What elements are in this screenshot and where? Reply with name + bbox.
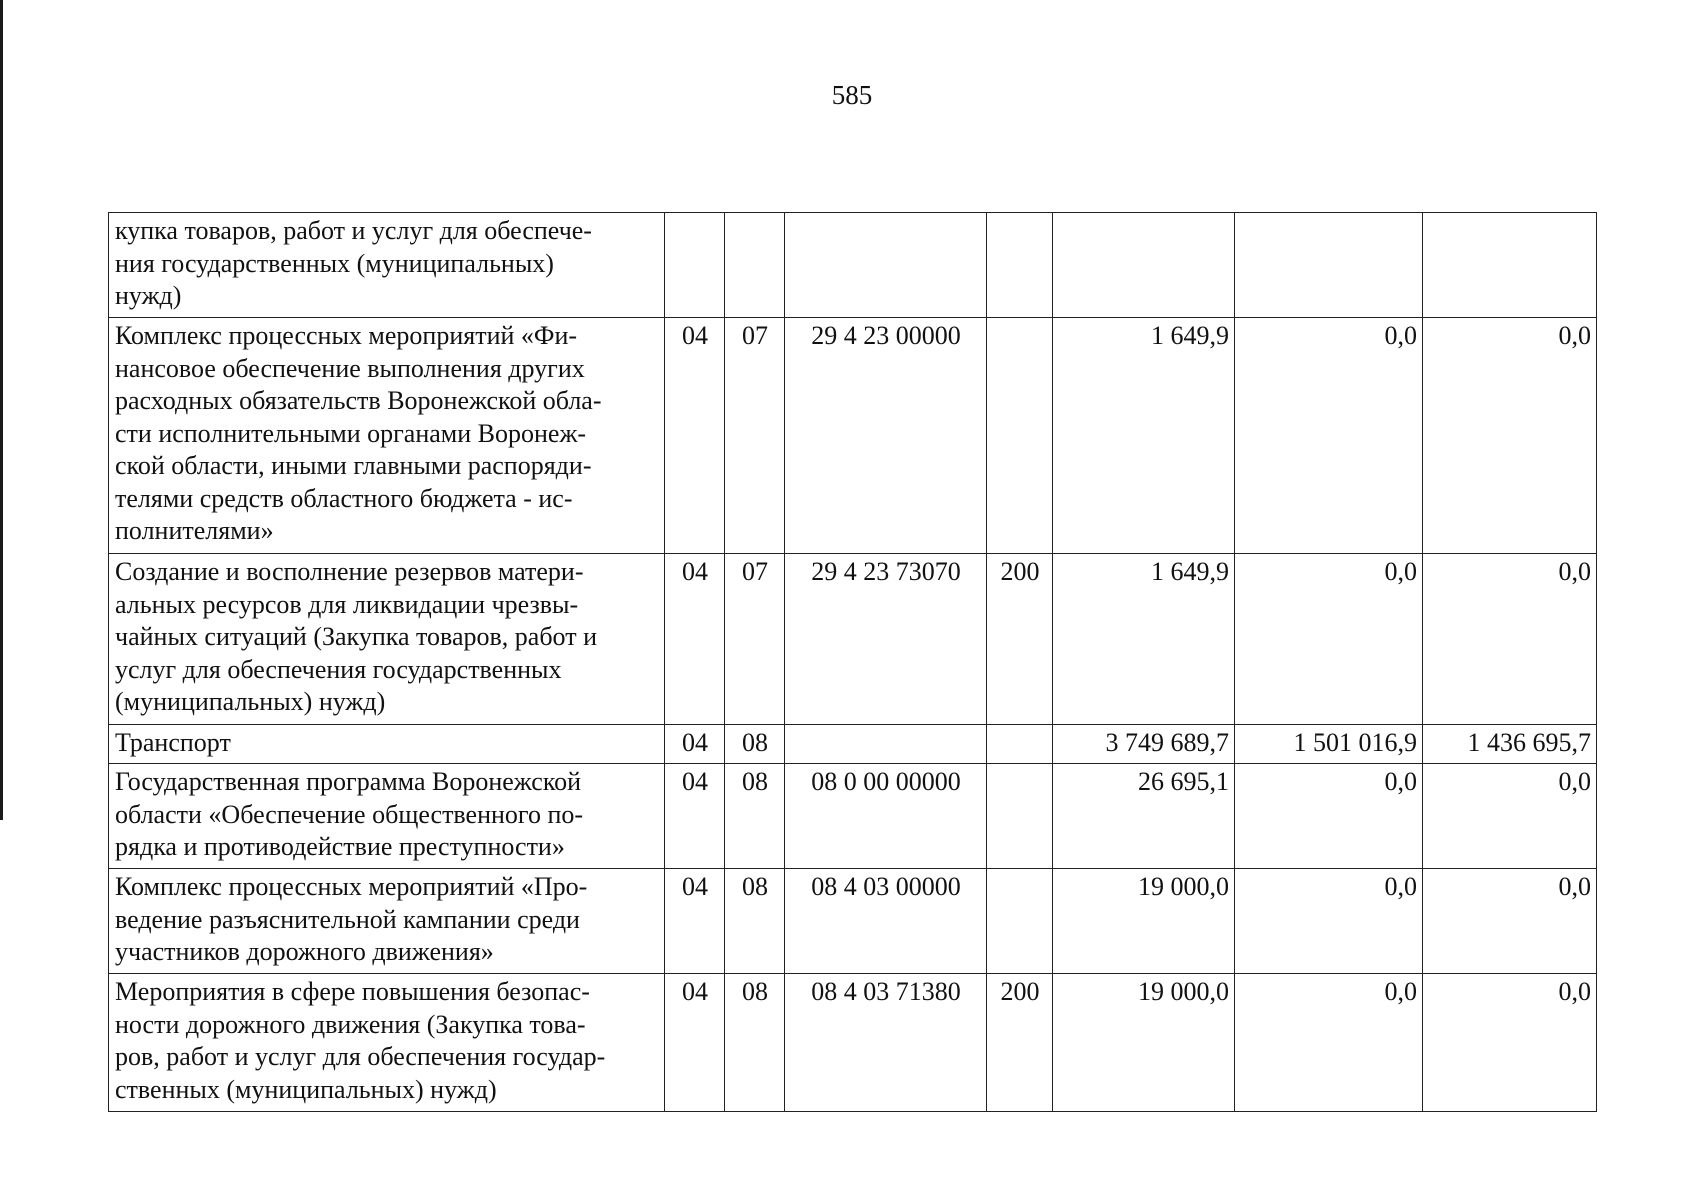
row-expense-type: 200 (987, 974, 1053, 1112)
table-row (109, 554, 1597, 725)
row-value-2: 1 501 016,9 (1235, 725, 1423, 764)
row-name: Создание и восполнение резервов матери- альных ресурсов для ликвидации чрезвы- чайных ситуаций (Закупка товаров, работ и услуг для обеспечения государственных (муниципальных) нужд) (109, 554, 665, 725)
row-expense-type (987, 318, 1053, 554)
row-section: 04 (665, 974, 725, 1112)
row-value-1: 3 749 689,7 (1053, 725, 1235, 764)
row-value-3: 0,0 (1423, 554, 1597, 725)
row-subsection: 08 (725, 764, 785, 869)
row-subsection: 08 (725, 725, 785, 764)
row-value-3: 0,0 (1423, 974, 1597, 1112)
row-value-3: 0,0 (1423, 318, 1597, 554)
row-target-article: 29 4 23 73070 (785, 554, 987, 725)
row-expense-type (987, 869, 1053, 974)
row-value-2: 0,0 (1235, 554, 1423, 725)
table-row (109, 318, 1597, 554)
row-expense-type (987, 764, 1053, 869)
row-section: 04 (665, 764, 725, 869)
row-name: Транспорт (109, 725, 665, 764)
row-value-3: 1 436 695,7 (1423, 725, 1597, 764)
row-subsection: 07 (725, 554, 785, 725)
row-value-1: 1 649,9 (1053, 318, 1235, 554)
row-section: 04 (665, 318, 725, 554)
row-value-2: 0,0 (1235, 869, 1423, 974)
row-name: купка товаров, работ и услуг для обеспече- ния государственных (муниципальных) нужд) (109, 213, 665, 318)
row-name: Государственная программа Воронежской области «Обеспечение общественного по- рядка и противодействие преступности» (109, 764, 665, 869)
row-subsection: 07 (725, 318, 785, 554)
page-number: 585 (831, 80, 873, 110)
row-section: 04 (665, 869, 725, 974)
row-value-2: 0,0 (1235, 764, 1423, 869)
table-row (109, 725, 1597, 764)
row-value-2 (1235, 213, 1423, 318)
table-row (109, 974, 1597, 1112)
row-value-2: 0,0 (1235, 974, 1423, 1112)
row-target-article (785, 725, 987, 764)
row-value-2: 0,0 (1235, 318, 1423, 554)
row-subsection: 08 (725, 869, 785, 974)
row-expense-type (987, 725, 1053, 764)
row-value-3: 0,0 (1423, 764, 1597, 869)
budget-table (108, 212, 1597, 1112)
row-target-article (785, 213, 987, 318)
row-expense-type: 200 (987, 554, 1053, 725)
scan-edge-line (0, 0, 3, 820)
row-value-1: 19 000,0 (1053, 869, 1235, 974)
row-name: Комплекс процессных мероприятий «Про- ведение разъяснительной кампании среди участников дорожного движения» (109, 869, 665, 974)
table-row (109, 764, 1597, 869)
row-value-1: 19 000,0 (1053, 974, 1235, 1112)
row-value-1: 1 649,9 (1053, 554, 1235, 725)
row-value-3 (1423, 213, 1597, 318)
row-target-article: 08 0 00 00000 (785, 764, 987, 869)
row-section: 04 (665, 725, 725, 764)
table-row (109, 869, 1597, 974)
row-value-1: 26 695,1 (1053, 764, 1235, 869)
table-row (109, 213, 1597, 318)
row-value-3: 0,0 (1423, 869, 1597, 974)
row-target-article: 29 4 23 00000 (785, 318, 987, 554)
row-value-1 (1053, 213, 1235, 318)
row-expense-type (987, 213, 1053, 318)
row-target-article: 08 4 03 71380 (785, 974, 987, 1112)
row-target-article: 08 4 03 00000 (785, 869, 987, 974)
row-section (665, 213, 725, 318)
row-name: Комплекс процессных мероприятий «Фи- нансовое обеспечение выполнения других расходных обязательств Воронежской обла- сти исполнительными органами Воронеж- ской области, иными главными распоряди- телями средств областного бюджета - ис- полнителями» (109, 318, 665, 554)
row-name: Мероприятия в сфере повышения безопас- ности дорожного движения (Закупка това- ров, работ и услуг для обеспечения государ- ственных (муниципальных) нужд) (109, 974, 665, 1112)
row-subsection (725, 213, 785, 318)
row-section: 04 (665, 554, 725, 725)
row-subsection: 08 (725, 974, 785, 1112)
